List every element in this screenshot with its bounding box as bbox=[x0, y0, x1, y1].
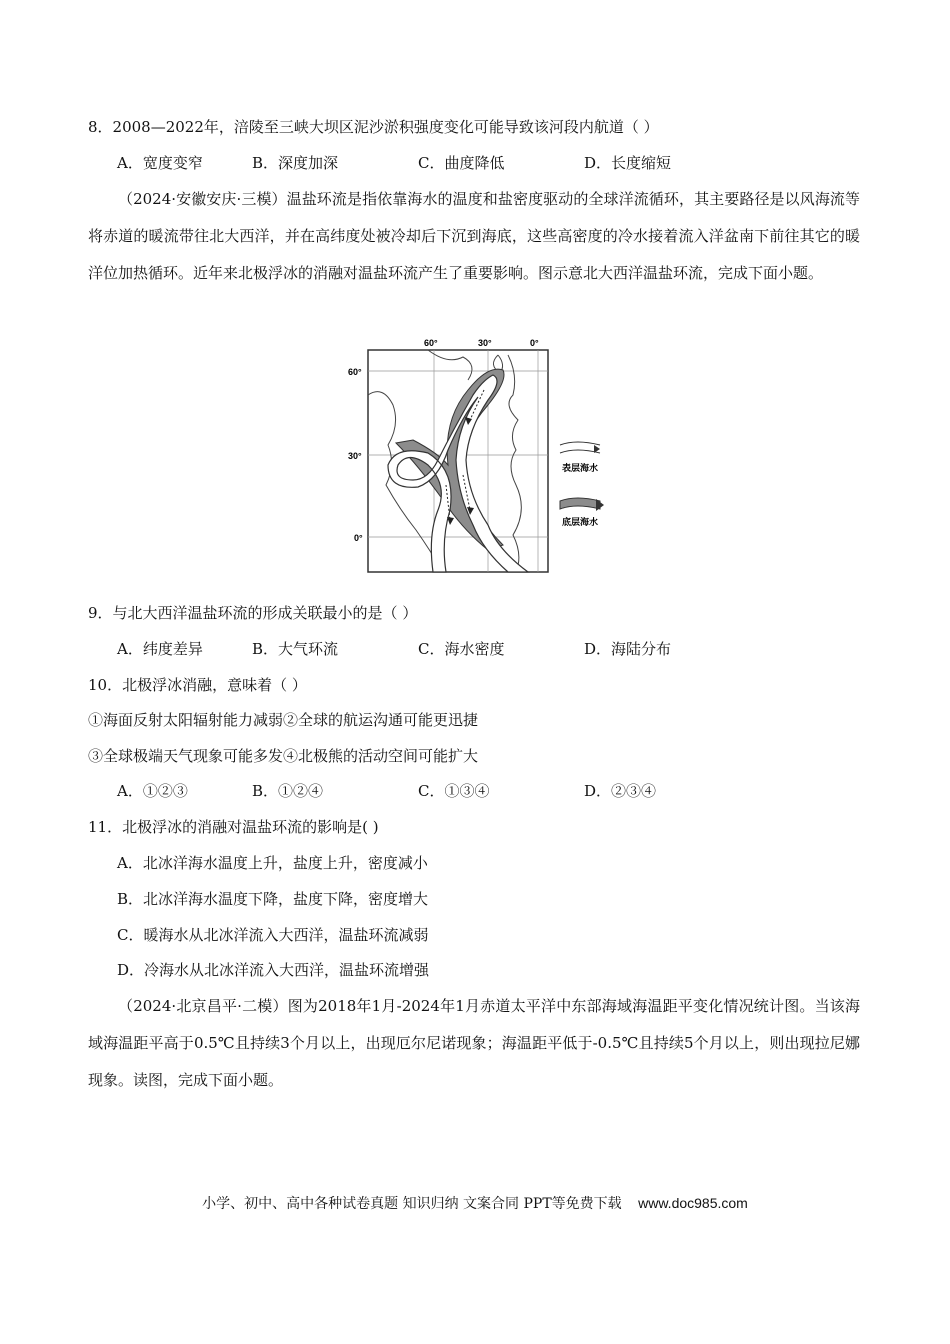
lon-label-30: 30° bbox=[478, 338, 492, 348]
q10-option-b: B．①②④ bbox=[252, 782, 324, 800]
q9-stem: 9．与北大西洋温盐环流的形成关联最小的是（ ） bbox=[88, 604, 418, 622]
intro-paragraph-thermohaline: （2024·安徽安庆·三模）温盐环流是指依靠海水的温度和盐密度驱动的全球洋流循环，其主要路径是以风海流等将赤道的暖流带往北大西洋，并在高纬度处被冷却后下沉到海底，这些高密度的冷水接着流入洋盆南下前往其它的暖洋位加热循环。近年来北极浮冰的消融对温盐环流产生了重要影响。图示意北大西洋温盐环流，完成下面小题。 bbox=[88, 190, 860, 282]
legend-deep-water-icon bbox=[560, 498, 604, 511]
footer-url-link[interactable]: www.doc985.com bbox=[638, 1195, 748, 1211]
q10-option-a: A．①②③ bbox=[117, 782, 188, 800]
q9-option-c: C．海水密度 bbox=[418, 640, 505, 658]
q10-statement-2: ③全球极端天气现象可能多发④北极熊的活动空间可能扩大 bbox=[88, 747, 479, 765]
q8-stem: 8．2008—2022年，涪陵至三峡大坝区泥沙淤积强度变化可能导致该河段内航道（ ） bbox=[88, 118, 659, 136]
lat-label-0: 0° bbox=[354, 533, 363, 543]
q10-option-d: D．②③④ bbox=[584, 782, 657, 800]
q9-option-d: D．海陆分布 bbox=[584, 640, 672, 658]
lon-label-60: 60° bbox=[424, 338, 438, 348]
q11-option-a: A．北冰洋海水温度上升，盐度上升，密度减小 bbox=[117, 854, 428, 872]
q10-stem: 10．北极浮冰消融，意味着（ ） bbox=[88, 676, 307, 694]
q9-option-b: B．大气环流 bbox=[252, 640, 339, 658]
q8-option-b: B．深度加深 bbox=[252, 154, 339, 172]
thermohaline-map bbox=[338, 335, 610, 585]
q10-statement-1: ①海面反射太阳辐射能力减弱②全球的航运沟通可能更迅捷 bbox=[88, 711, 479, 729]
lon-label-0: 0° bbox=[530, 338, 539, 348]
intro-paragraph-sst-anomaly: （2024·北京昌平·二模）图为2018年1月-2024年1月赤道太平洋中东部海域海温距平变化情况统计图。当该海域海温距平高于0.5℃且持续3个月以上，出现厄尔尼诺现象；海温距平低于-0.5℃且持续5个月以上，则出现拉尼娜现象。读图，完成下面小题。 bbox=[88, 997, 860, 1089]
legend-surface-water-icon bbox=[560, 442, 600, 453]
q11-option-b: B．北冰洋海水温度下降，盐度下降，密度增大 bbox=[117, 890, 429, 908]
q8-option-d: D．长度缩短 bbox=[584, 154, 672, 172]
page-footer bbox=[0, 1193, 950, 1213]
q9-option-a: A．纬度差异 bbox=[117, 640, 203, 658]
lat-label-30: 30° bbox=[348, 451, 362, 461]
legend-deep-water-label: 底层海水 bbox=[562, 517, 599, 527]
q11-option-d: D．冷海水从北冰洋流入大西洋，温盐环流增强 bbox=[117, 961, 430, 979]
q11-stem: 11．北极浮冰的消融对温盐环流的影响是( ) bbox=[88, 818, 379, 836]
footer-text: 小学、初中、高中各种试卷真题 知识归纳 文案合同 PPT等免费下载 bbox=[202, 1196, 622, 1212]
q8-option-a: A．宽度变窄 bbox=[117, 154, 203, 172]
q10-option-c: C．①③④ bbox=[418, 782, 490, 800]
lat-label-60: 60° bbox=[348, 367, 362, 377]
thermohaline-map-figure bbox=[338, 335, 610, 585]
q8-option-c: C．曲度降低 bbox=[418, 154, 505, 172]
q11-option-c: C．暖海水从北冰洋流入大西洋，温盐环流减弱 bbox=[117, 926, 429, 944]
legend-surface-water-label: 表层海水 bbox=[562, 463, 599, 473]
